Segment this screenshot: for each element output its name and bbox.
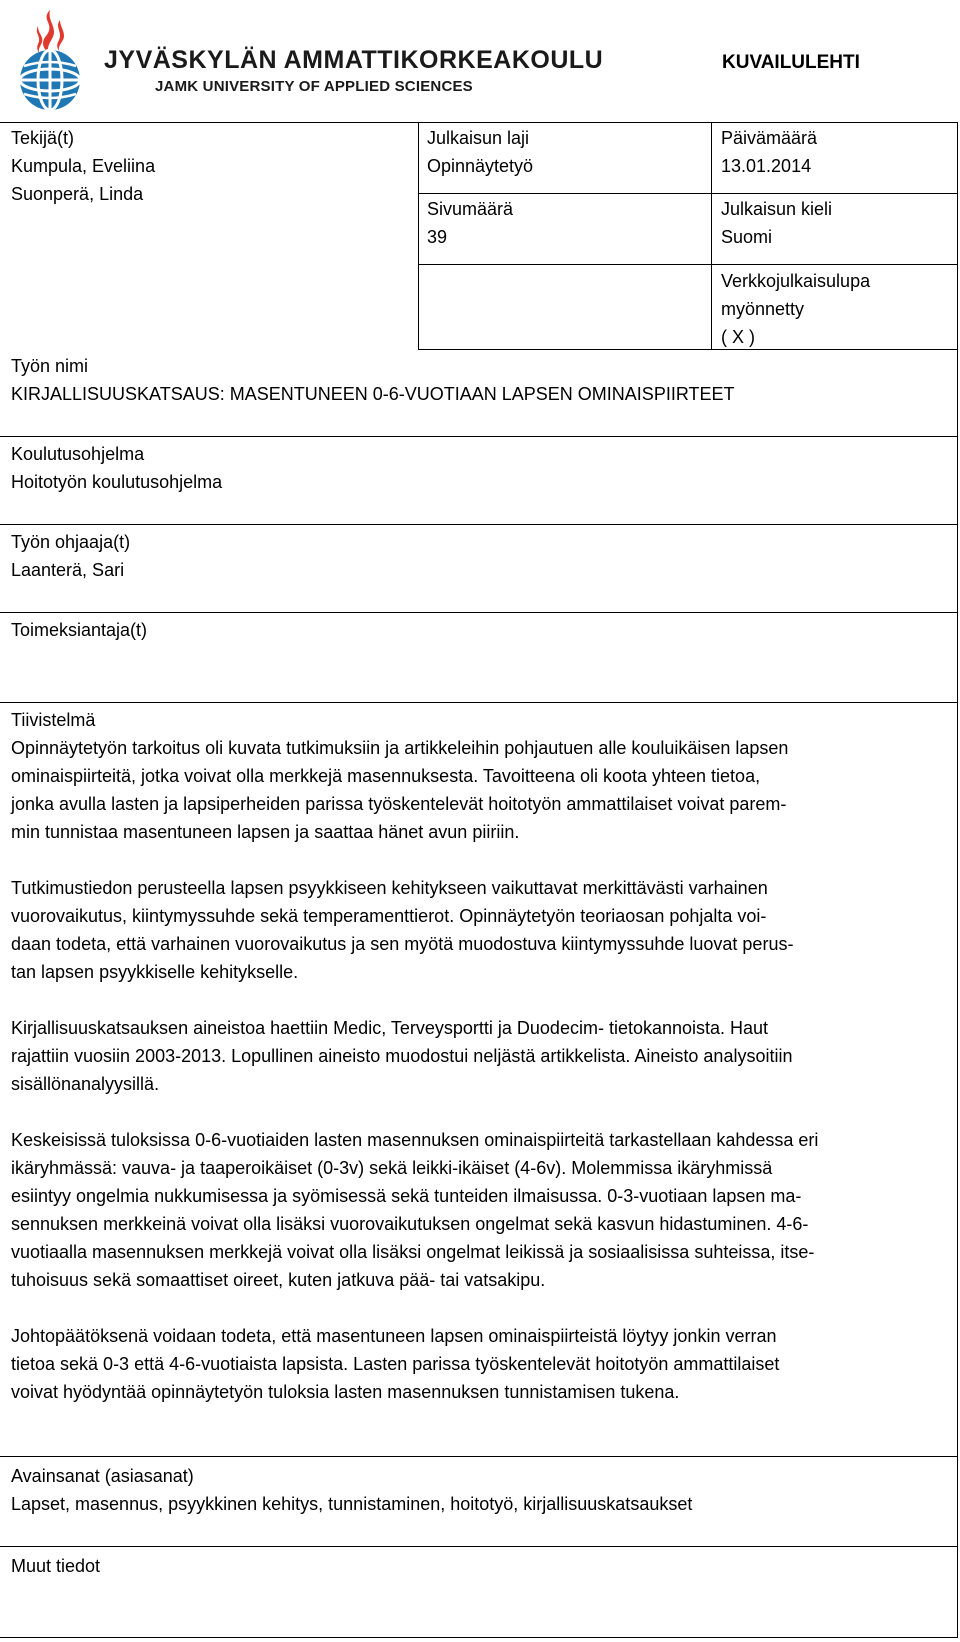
row-divider-pages <box>418 193 958 194</box>
permission-label-line-2: myönnetty <box>721 299 805 319</box>
abstract-line: jonka avulla lasten ja lapsiperheiden parissa työskentelevät hoitotyön ammattilaiset voivat parem- <box>11 794 787 814</box>
programme-value: Hoitotyön koulutusohjelma <box>11 472 223 492</box>
date-label: Päivämäärä <box>721 128 818 148</box>
other-info-label: Muut tiedot <box>11 1556 101 1576</box>
author-2: Suonperä, Linda <box>11 184 144 204</box>
pub-type-value: Opinnäytetyö <box>427 156 534 176</box>
abstract-paragraph-4 <box>11 1126 951 1294</box>
pub-type-label: Julkaisun laji <box>427 128 530 148</box>
pages-value: 39 <box>427 227 448 247</box>
keywords-label: Avainsanat (asiasanat) <box>11 1466 194 1486</box>
abstract-line: tietoa sekä 0-3 että 4-6-vuotiaista lapsista. Lasten parissa työskentelevät hoitotyön ammattilaiset <box>11 1354 780 1374</box>
authors-label: Tekijä(t) <box>11 128 75 148</box>
abstract-line: rajattiin vuosiin 2003-2013. Lopullinen aineisto muodostui neljästä artikkelista. Aineisto analysoitiin <box>11 1046 793 1066</box>
language-value: Suomi <box>721 227 773 247</box>
permission-label-line-1: Verkkojulkaisulupa <box>721 271 871 291</box>
keywords-value: Lapset, masennus, psyykkinen kehitys, tunnistaminen, hoitotyö, kirjallisuuskatsaukset <box>11 1494 693 1514</box>
row-divider-title <box>0 436 958 437</box>
language-label: Julkaisun kieli <box>721 199 833 219</box>
abstract-line: min tunnistaa masentuneen lapsen ja saattaa hänet avun piiriin. <box>11 822 520 842</box>
abstract-line: Johtopäätöksenä voidaan todeta, että masentuneen lapsen ominaispiirteistä löytyy jonkin verran <box>11 1326 777 1346</box>
row-divider-permission <box>418 264 958 265</box>
abstract-line: sisällönanalyysillä. <box>11 1074 160 1094</box>
abstract-paragraph-3 <box>11 1014 951 1098</box>
title-label: Työn nimi <box>11 356 89 376</box>
abstract-line: esiintyy ongelmia nukkumisessa ja syömisessä sekä tunteiden ilmaisussa. 0-3-vuotiaan lapsen ma- <box>11 1186 802 1206</box>
pages-label: Sivumäärä <box>427 199 514 219</box>
abstract-label: Tiivistelmä <box>11 710 96 730</box>
abstract-line: ominaispiirteitä, jotka voivat olla merkkejä masennuksesta. Tavoitteena oli koota yhteen tietoa, <box>11 766 761 786</box>
date-value: 13.01.2014 <box>721 156 812 176</box>
abstract-line: voivat hyödyntää opinnäytetyön tuloksia lasten masennuksen tunnistamisen tukena. <box>11 1382 680 1402</box>
author-1: Kumpula, Eveliina <box>11 156 156 176</box>
row-divider-keywords <box>0 1546 958 1547</box>
permission-value: ( X ) <box>721 327 755 347</box>
abstract-line: Opinnäytetyön tarkoitus oli kuvata tutkimuksiin ja artikkeleihin pohjautuen alle kouluikäisen lapsen <box>11 738 789 758</box>
abstract-line: Kirjallisuuskatsauksen aineistoa haettiin Medic, Terveysportti ja Duodecim- tietokannoista. Haut <box>11 1018 769 1038</box>
column-divider-1 <box>418 122 419 350</box>
university-name: JYVÄSKYLÄN AMMATTIKORKEAKOULU <box>104 46 604 74</box>
abstract-line: tan lapsen psyykkiselle kehitykselle. <box>11 962 299 982</box>
row-divider-supervisor <box>0 612 958 613</box>
thesis-title: KIRJALLISUUSKATSAUS: MASENTUNEEN 0-6-VUOTIAAN LAPSEN OMINAISPIIRTEET <box>11 384 735 404</box>
abstract-line: sennuksen merkkeinä voivat olla lisäksi vuorovaikutuksen ongelmat sekä kasvun hidastuminen. 4-6- <box>11 1214 809 1234</box>
jamk-logo-icon <box>10 6 90 116</box>
abstract-line: vuotiaalla masennuksen merkkejä voivat olla lisäksi ongelmat leikissä ja sosiaalisissa suhteissa, itse- <box>11 1242 815 1262</box>
client-label: Toimeksiantaja(t) <box>11 620 148 640</box>
supervisor-value: Laanterä, Sari <box>11 560 125 580</box>
abstract-line: vuorovaikutus, kiintymyssuhde sekä temperamenttierot. Opinnäytetyön teoriaosan pohjalta voi- <box>11 906 767 926</box>
programme-label: Koulutusohjelma <box>11 444 145 464</box>
abstract-line: tuhoisuus sekä somaattiset oireet, kuten jatkuva pää- tai vatsakipu. <box>11 1270 546 1290</box>
column-divider-2 <box>711 122 712 350</box>
abstract-line: Keskeisissä tuloksissa 0-6-vuotiaiden lasten masennuksen ominaispiirteitä tarkastellaan kahdessa eri <box>11 1130 819 1150</box>
abstract-paragraph-1 <box>11 734 951 846</box>
supervisor-label: Työn ohjaaja(t) <box>11 532 131 552</box>
row-divider-client <box>0 702 958 703</box>
abstract-paragraph-2 <box>11 874 951 986</box>
abstract-paragraph-5 <box>11 1322 951 1406</box>
row-divider-abstract <box>0 1456 958 1457</box>
document-type: KUVAILULEHTI <box>722 52 860 73</box>
abstract-line: Tutkimustiedon perusteella lapsen psyykkiseen kehitykseen vaikuttavat merkittävästi varhainen <box>11 878 768 898</box>
row-divider-programme <box>0 524 958 525</box>
abstract-line: daan todeta, että varhainen vuorovaikutus ja sen myötä muodostuva kiintymyssuhde luovat perus- <box>11 934 794 954</box>
row-divider-info <box>418 349 958 350</box>
university-subtitle: JAMK UNIVERSITY OF APPLIED SCIENCES <box>155 78 473 95</box>
abstract-line: ikäryhmässä: vauva- ja taaperoikäiset (0-3v) sekä leikki-ikäiset (4-6v). Molemmissa ikäryhmissä <box>11 1158 773 1178</box>
